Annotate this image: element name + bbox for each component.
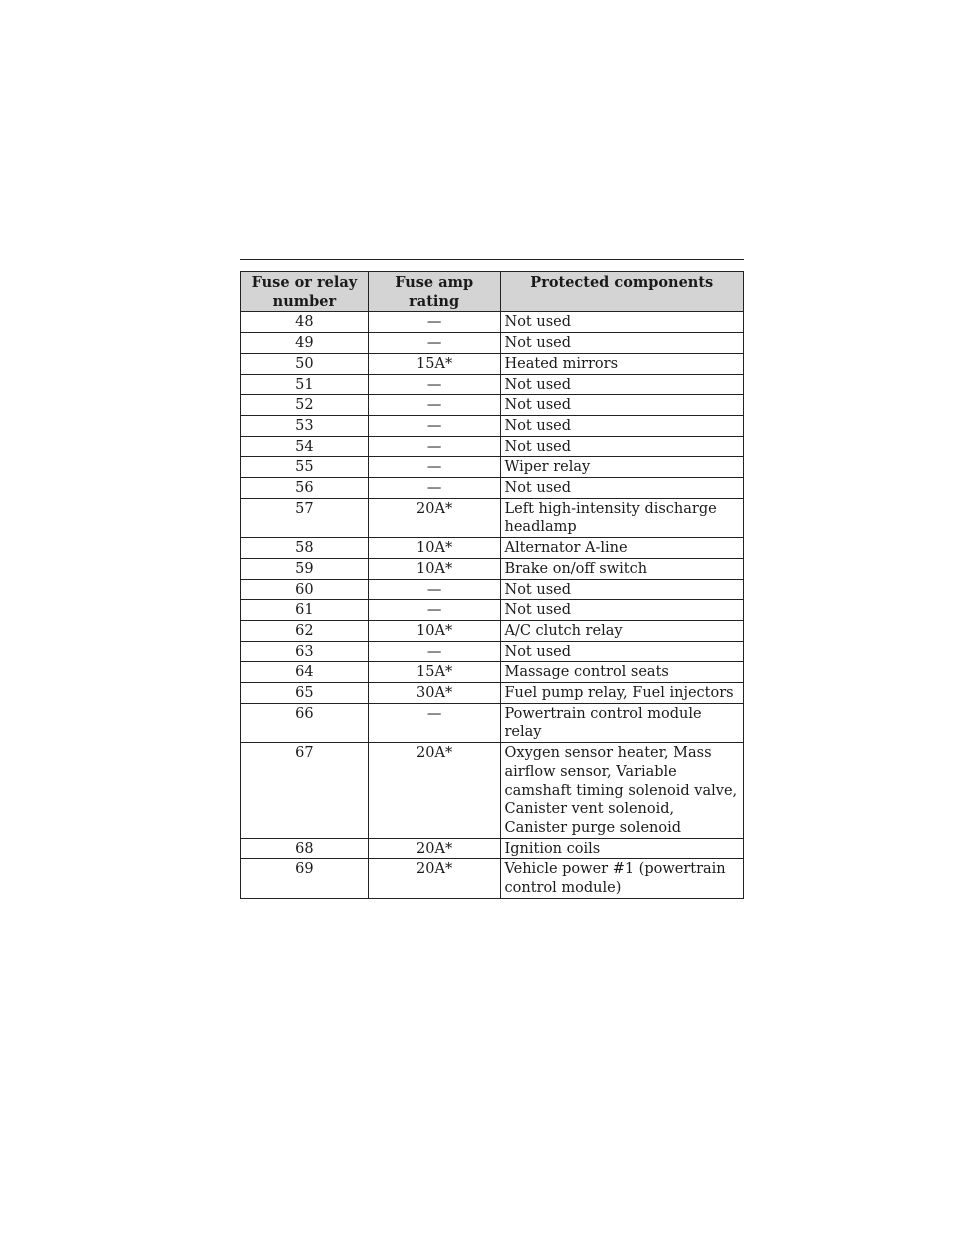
table-row bbox=[241, 558, 744, 579]
table-row bbox=[241, 415, 744, 436]
protected-components-cell: Not used bbox=[500, 641, 744, 662]
fuse-number-cell: 51 bbox=[241, 374, 369, 395]
protected-components-cell: Not used bbox=[500, 333, 744, 354]
fuse-rating-cell: 20A* bbox=[368, 498, 500, 537]
table-row bbox=[241, 600, 744, 621]
fuse-rating-cell: — bbox=[368, 436, 500, 457]
fuse-table bbox=[240, 271, 744, 899]
protected-components-cell: Vehicle power #1 (powertrain control module) bbox=[500, 859, 744, 898]
protected-components-cell: Not used bbox=[500, 415, 744, 436]
fuse-rating-cell: — bbox=[368, 415, 500, 436]
header-protected-components: Protected components bbox=[500, 272, 744, 312]
fuse-number-cell: 50 bbox=[241, 353, 369, 374]
fuse-number-cell: 69 bbox=[241, 859, 369, 898]
fuse-rating-cell: — bbox=[368, 312, 500, 333]
table-row bbox=[241, 457, 744, 478]
fuse-number-cell: 65 bbox=[241, 683, 369, 704]
fuse-rating-cell: — bbox=[368, 579, 500, 600]
fuse-number-cell: 62 bbox=[241, 620, 369, 641]
protected-components-cell: Not used bbox=[500, 374, 744, 395]
table-row bbox=[241, 703, 744, 742]
fuse-number-cell: 55 bbox=[241, 457, 369, 478]
fuse-rating-cell: — bbox=[368, 478, 500, 499]
header-fuse-rating: Fuse amp rating bbox=[368, 272, 500, 312]
protected-components-cell: Fuel pump relay, Fuel injectors bbox=[500, 683, 744, 704]
fuse-number-cell: 53 bbox=[241, 415, 369, 436]
fuse-rating-cell: — bbox=[368, 703, 500, 742]
fuse-rating-cell: 30A* bbox=[368, 683, 500, 704]
fuse-rating-cell: 15A* bbox=[368, 662, 500, 683]
table-row bbox=[241, 662, 744, 683]
table-row bbox=[241, 395, 744, 416]
table-row bbox=[241, 312, 744, 333]
table-row bbox=[241, 683, 744, 704]
fuse-number-cell: 60 bbox=[241, 579, 369, 600]
fuse-number-cell: 63 bbox=[241, 641, 369, 662]
fuse-number-cell: 49 bbox=[241, 333, 369, 354]
protected-components-cell: A/C clutch relay bbox=[500, 620, 744, 641]
fuse-number-cell: 68 bbox=[241, 838, 369, 859]
fuse-rating-cell: 15A* bbox=[368, 353, 500, 374]
protected-components-cell: Not used bbox=[500, 312, 744, 333]
protected-components-cell: Not used bbox=[500, 478, 744, 499]
fuse-number-cell: 52 bbox=[241, 395, 369, 416]
fuse-number-cell: 61 bbox=[241, 600, 369, 621]
protected-components-cell: Not used bbox=[500, 436, 744, 457]
table-row bbox=[241, 353, 744, 374]
top-divider bbox=[240, 259, 744, 260]
table-row bbox=[241, 538, 744, 559]
table-row bbox=[241, 743, 744, 839]
fuse-rating-cell: 10A* bbox=[368, 620, 500, 641]
fuse-rating-cell: 10A* bbox=[368, 538, 500, 559]
protected-components-cell: Oxygen sensor heater, Mass airflow sensor, Variable camshaft timing solenoid valve, Canister vent solenoid, Canister purge solenoid bbox=[500, 743, 744, 839]
fuse-rating-cell: 20A* bbox=[368, 743, 500, 839]
fuse-number-cell: 59 bbox=[241, 558, 369, 579]
fuse-rating-cell: 20A* bbox=[368, 838, 500, 859]
protected-components-cell: Ignition coils bbox=[500, 838, 744, 859]
table-row bbox=[241, 641, 744, 662]
table-row bbox=[241, 579, 744, 600]
fuse-rating-cell: — bbox=[368, 641, 500, 662]
protected-components-cell: Not used bbox=[500, 579, 744, 600]
fuse-rating-cell: — bbox=[368, 600, 500, 621]
protected-components-cell: Massage control seats bbox=[500, 662, 744, 683]
fuse-number-cell: 66 bbox=[241, 703, 369, 742]
fuse-rating-cell: — bbox=[368, 333, 500, 354]
protected-components-cell: Not used bbox=[500, 395, 744, 416]
fuse-rating-cell: — bbox=[368, 395, 500, 416]
protected-components-cell: Brake on/off switch bbox=[500, 558, 744, 579]
fuse-rating-cell: — bbox=[368, 374, 500, 395]
table-row bbox=[241, 436, 744, 457]
fuse-number-cell: 64 bbox=[241, 662, 369, 683]
protected-components-cell: Powertrain control module relay bbox=[500, 703, 744, 742]
table-row bbox=[241, 838, 744, 859]
header-fuse-number: Fuse or relay number bbox=[241, 272, 369, 312]
fuse-number-cell: 67 bbox=[241, 743, 369, 839]
protected-components-cell: Not used bbox=[500, 600, 744, 621]
fuse-number-cell: 58 bbox=[241, 538, 369, 559]
table-row bbox=[241, 478, 744, 499]
fuse-rating-cell: 10A* bbox=[368, 558, 500, 579]
table-row bbox=[241, 333, 744, 354]
table-row bbox=[241, 620, 744, 641]
fuse-rating-cell: 20A* bbox=[368, 859, 500, 898]
fuse-number-cell: 48 bbox=[241, 312, 369, 333]
protected-components-cell: Heated mirrors bbox=[500, 353, 744, 374]
protected-components-cell: Left high-intensity discharge headlamp bbox=[500, 498, 744, 537]
protected-components-cell: Wiper relay bbox=[500, 457, 744, 478]
table-row bbox=[241, 374, 744, 395]
fuse-number-cell: 56 bbox=[241, 478, 369, 499]
table-row bbox=[241, 498, 744, 537]
table-header-row bbox=[241, 272, 744, 312]
fuse-number-cell: 54 bbox=[241, 436, 369, 457]
fuse-number-cell: 57 bbox=[241, 498, 369, 537]
fuse-rating-cell: — bbox=[368, 457, 500, 478]
protected-components-cell: Alternator A-line bbox=[500, 538, 744, 559]
table-row bbox=[241, 859, 744, 898]
